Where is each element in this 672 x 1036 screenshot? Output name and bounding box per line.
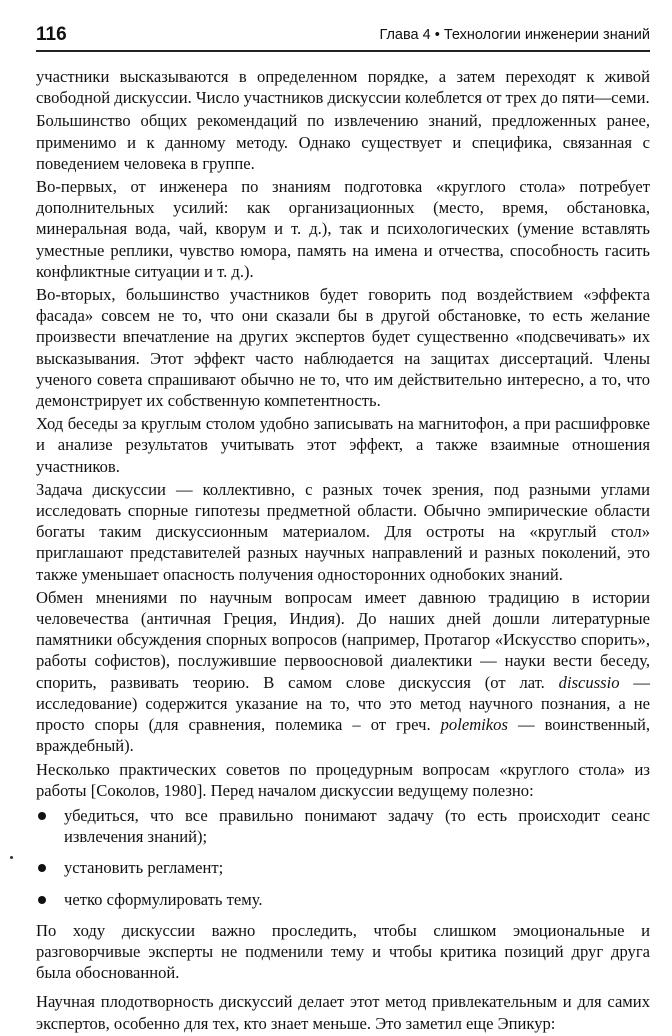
- paragraph-history: [36, 587, 650, 757]
- history-text-b: — исследование) содержится указание на то, что это метод научного познания, а не просто споры (для сравнения, полемика – от греч.: [36, 672, 650, 735]
- list-item-text: убедиться, что все правильно понимают задачу (то есть происходит сеанс извлечения знаний);: [64, 805, 650, 847]
- paragraph-recording: Ход беседы за круглым столом удобно записывать на магнитофон, а при расшифровке и анализе результатов учитывать этот эффект, а также взаимные отношения участников.: [36, 414, 650, 476]
- list-item: [36, 857, 650, 878]
- paragraph-moderation: По ходу дискуссии важно проследить, чтобы слишком эмоциональные и разговорчивые эксперты не подменили тему и чтобы критика позиций друг друга была обоснованной.: [36, 920, 650, 983]
- paragraph-discussion-task: Задача дискуссии — коллективно, с разных точек зрения, под разными углами исследовать спорные гипотезы предметной области. Обычно эмпирические области богаты таким дискуссионным материалом. Для остроты на «круглый стол» приглашают представителей разных научных направлений и разных поколений, это также уменьшает опасность получения односторонних однобоких знаний.: [36, 479, 650, 584]
- advice-list: [36, 805, 650, 910]
- term-polemikos: polemikos: [440, 715, 508, 735]
- page-header: [36, 22, 650, 52]
- body-text: [36, 66, 650, 1036]
- list-item-text: четко сформулировать тему.: [64, 889, 263, 909]
- margin-dot: [10, 856, 13, 859]
- paragraph-practical-advice: Несколько практических советов по процедурным вопросам «круглого стола» из работы [Соколов, 1980]. Перед началом дискуссии ведущему полезно:: [36, 759, 650, 800]
- running-head: Глава 4 • Технологии инженерии знаний: [379, 27, 650, 43]
- paragraph-second-point: Во-вторых, большинство участников будет говорить под воздействием «эффекта фасада» совсем не то, что они сказали бы в другой обстановке, то есть желание произвести впечатление на других экспертов будет существенно «подсвечивать» их высказывания. Этот эффект часто наблюдается на защитах диссертаций. Члены ученого совета спрашивают обычно не то, что им действительно интересно, а то, что демонстрирует их собственную компетентность.: [36, 285, 650, 411]
- paragraph-intro-continuation: участники высказываются в определенном порядке, а затем переходят к живой свободной дискуссии. Число участников дискуссии колеблется от трех до пяти—семи.: [36, 67, 650, 108]
- paragraph-general-recommendations: Большинство общих рекомендаций по извлечению знаний, предложенных ранее, применимо и к данному методу. Однако существует и специфика, связанная с поведением человека в группе.: [36, 111, 650, 173]
- history-text-c: — воинственный, враждебный).: [36, 715, 650, 756]
- bullet-icon: [38, 812, 46, 820]
- list-item: [36, 889, 650, 910]
- bullet-icon: [38, 864, 46, 872]
- paragraph-epicurus: Научная плодотворность дискуссий делает этот метод привлекательным и для самих экспертов, особенно для тех, кто знает меньше. Это заметил еще Эпикур:: [36, 992, 650, 1033]
- paragraph-first-point: Во-первых, от инженера по знаниям подготовка «круглого стола» потребует дополнительных усилий: как организационных (место, время, обстановка, минеральная вода, чай, кворум и т. д.), так и психологических (умение вставлять уместные реплики, чувство юмора, память на имена и отчества, способность гасить конфликтные ситуации и т. д.).: [36, 177, 650, 281]
- bullet-icon: [38, 896, 46, 904]
- list-item: [36, 805, 650, 847]
- page-number: 116: [36, 24, 67, 45]
- history-text-a: Обмен мнениями по научным вопросам имеет давнюю традицию в истории человечества (античная Греция, Индия). До наших дней дошли литературные памятники обсуждения спорных вопросов (например, Протагор «Искусство спорить», работы софистов), послужившие первоосновой диалектики — науки вести беседу, спорить, развивать теорию. В самом слове дискуссия (от лат.: [36, 587, 650, 692]
- term-discussio: discussio: [558, 672, 620, 692]
- list-item-text: установить регламент;: [64, 858, 224, 878]
